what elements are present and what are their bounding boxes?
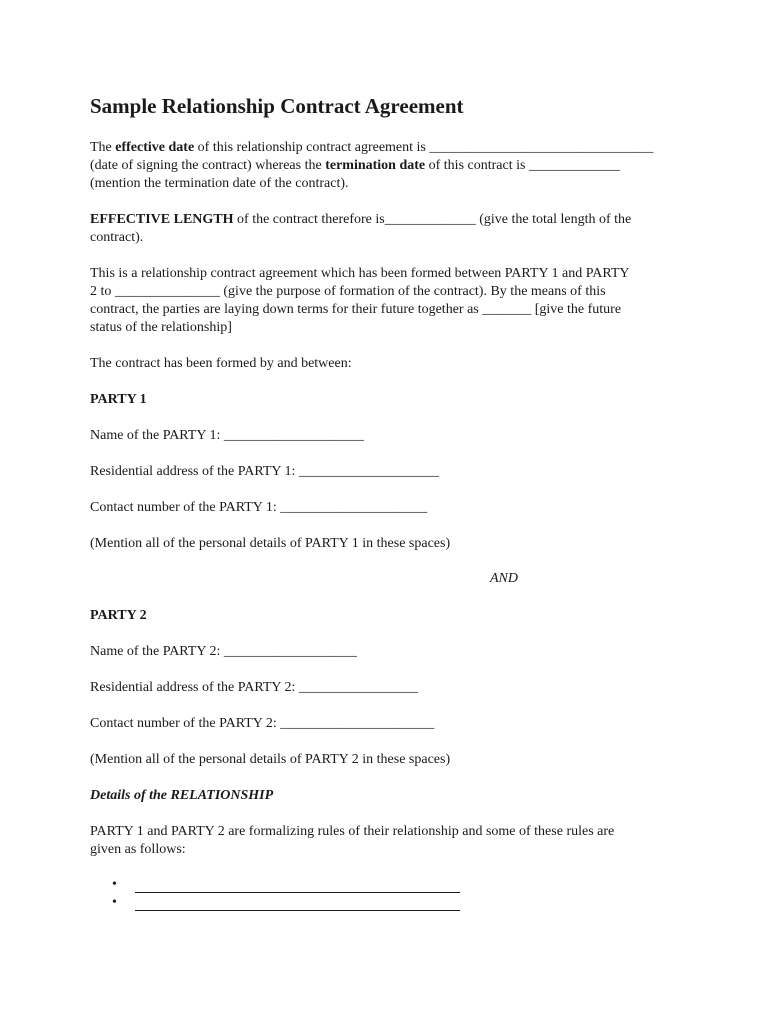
effective-date-blank: ________________________________ bbox=[429, 140, 654, 155]
bullet-icon: • bbox=[112, 877, 117, 892]
effective-length-line-1 bbox=[90, 211, 631, 229]
party-1-name-blank: ____________________ bbox=[223, 428, 364, 443]
party-2-address-line bbox=[90, 679, 418, 697]
party-2-name-line bbox=[90, 643, 357, 661]
party-1-contact-line bbox=[90, 499, 427, 517]
text: [give the future bbox=[531, 302, 622, 317]
termination-date-label: termination date bbox=[325, 158, 426, 173]
party-2-name-blank: ___________________ bbox=[223, 644, 357, 659]
rule-blank bbox=[135, 892, 460, 893]
party-2-address-label: Residential address of the PARTY 2: bbox=[90, 680, 299, 695]
effective-length-line-2: contract). bbox=[90, 230, 144, 245]
effective-date-line-3: (mention the termination date of the contract). bbox=[90, 176, 349, 191]
party-2-contact-blank: ______________________ bbox=[280, 716, 435, 731]
text: 2 to bbox=[90, 284, 115, 299]
text: of this contract is bbox=[425, 158, 529, 173]
bullet-icon: • bbox=[112, 895, 117, 910]
text: contract, the parties are laying down terms for their future together as bbox=[90, 302, 483, 317]
text: of this relationship contract agreement is bbox=[194, 140, 430, 155]
party-1-address-blank: ____________________ bbox=[298, 464, 439, 479]
rule-blank bbox=[135, 910, 460, 911]
purpose-line-2 bbox=[90, 283, 606, 301]
formed-by-text: The contract has been formed by and between: bbox=[90, 356, 352, 371]
party-2-name-label: Name of the PARTY 2: bbox=[90, 644, 224, 659]
party-1-contact-blank: _____________________ bbox=[280, 500, 428, 515]
purpose-blank: _______________ bbox=[114, 284, 220, 299]
party-2-heading: PARTY 2 bbox=[90, 608, 147, 623]
party-1-address-line bbox=[90, 463, 439, 481]
party-2-note: (Mention all of the personal details of PARTY 2 in these spaces) bbox=[90, 752, 451, 767]
text: (date of signing the contract) whereas the bbox=[90, 158, 326, 173]
document-title: Sample Relationship Contract Agreement bbox=[90, 94, 464, 118]
effective-date-line-2 bbox=[90, 157, 620, 175]
text: The bbox=[90, 140, 116, 155]
party-1-note: (Mention all of the personal details of PARTY 1 in these spaces) bbox=[90, 536, 451, 551]
future-status-blank: _______ bbox=[482, 302, 532, 317]
text: (give the purpose of formation of the contract). By the means of this bbox=[219, 284, 606, 299]
effective-length-blank: _____________ bbox=[384, 212, 476, 227]
party-2-contact-label: Contact number of the PARTY 2: bbox=[90, 716, 281, 731]
and-label: AND bbox=[490, 571, 518, 586]
termination-date-blank: _____________ bbox=[528, 158, 620, 173]
party-1-address-label: Residential address of the PARTY 1: bbox=[90, 464, 299, 479]
party-1-contact-label: Contact number of the PARTY 1: bbox=[90, 500, 281, 515]
details-heading: Details of the RELATIONSHIP bbox=[90, 788, 274, 803]
text: (give the total length of the bbox=[475, 212, 632, 227]
text: of the contract therefore is bbox=[233, 212, 385, 227]
effective-length-label: EFFECTIVE LENGTH bbox=[90, 212, 234, 227]
purpose-line-4: status of the relationship] bbox=[90, 320, 232, 335]
party-2-address-blank: _________________ bbox=[298, 680, 418, 695]
rules-line-2: given as follows: bbox=[90, 842, 186, 857]
party-1-name-line bbox=[90, 427, 364, 445]
effective-date-line-1 bbox=[90, 139, 653, 157]
party-2-contact-line bbox=[90, 715, 434, 733]
purpose-line-3 bbox=[90, 301, 621, 319]
rules-line-1: PARTY 1 and PARTY 2 are formalizing rules of their relationship and some of these rules are bbox=[90, 824, 615, 839]
party-1-heading: PARTY 1 bbox=[90, 392, 147, 407]
party-1-name-label: Name of the PARTY 1: bbox=[90, 428, 224, 443]
effective-date-label: effective date bbox=[115, 140, 195, 155]
purpose-line-1: This is a relationship contract agreement which has been formed between PARTY 1 and PARTY bbox=[90, 266, 630, 281]
